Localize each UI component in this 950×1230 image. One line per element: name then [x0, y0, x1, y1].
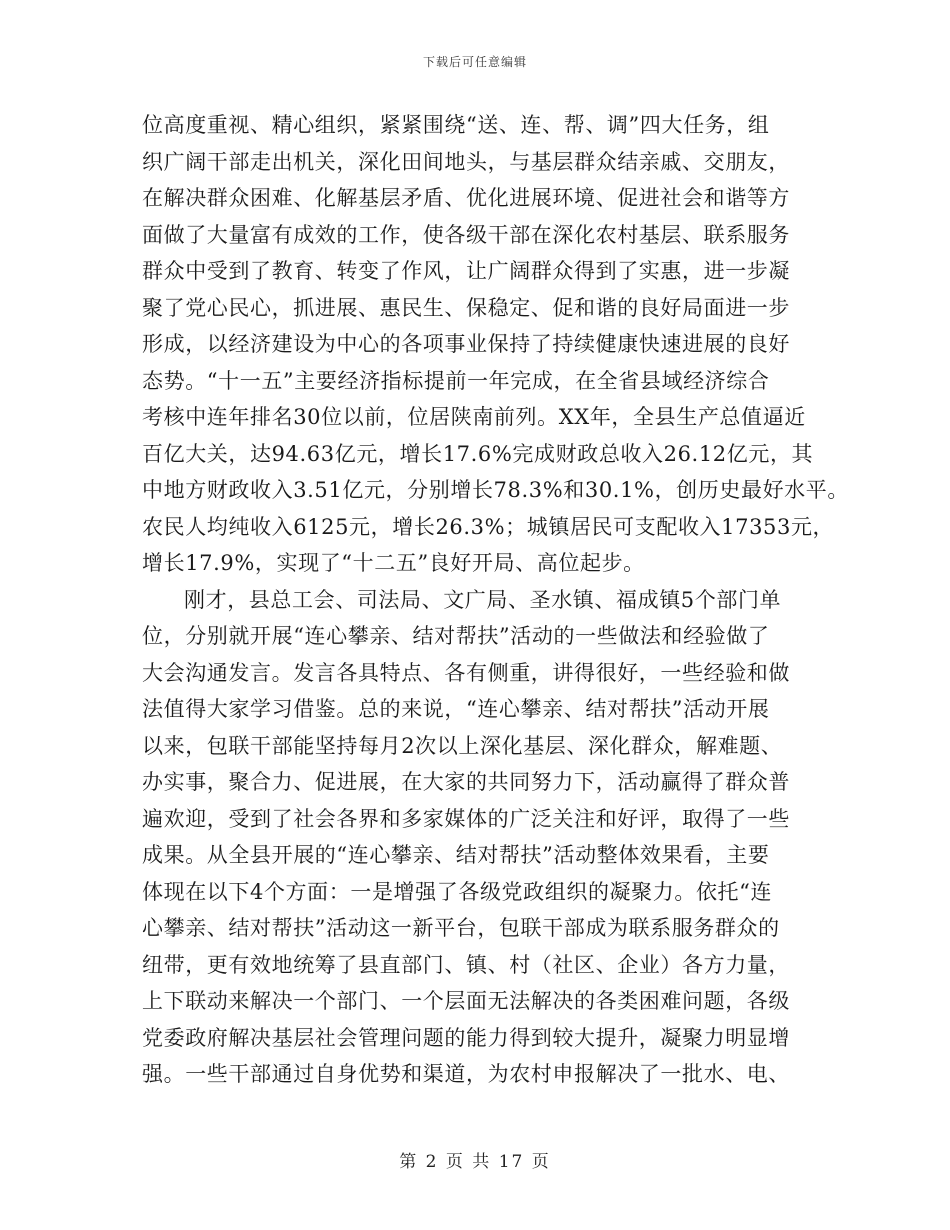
- text-line: 织广阔干部走出机关，深化田间地头，与基层群众结亲戚、交朋友，: [142, 149, 790, 174]
- text-line: 上下联动来解决一个部门、一个层面无法解决的各类困难问题，各级: [142, 989, 790, 1013]
- text-line: 中地方财政收入3.51亿元，分别增长78.3%和30.1%，创历史最好水平。: [142, 478, 849, 502]
- text-line: 面做了大量富有成效的工作，使各级干部在深化农村基层、联系服务: [142, 222, 790, 247]
- text-line: 位高度重视、精心组织，紧紧围绕“送、连、帮、调”四大任务，组: [142, 113, 770, 137]
- text-line: 法值得大家学习借鉴。总的来说，“连心攀亲、结对帮扶”活动开展: [142, 697, 770, 721]
- text-line: 形成，以经济建设为中心的各项事业保持了持续健康快速进展的良好: [142, 332, 790, 356]
- text-line: 办实事，聚合力、促进展，在大家的共同努力下，活动赢得了群众普: [142, 770, 790, 794]
- text-line: 心攀亲、结对帮扶”活动这一新平台，包联干部成为联系服务群众的: [142, 916, 780, 940]
- paragraph-first-line: 刚才，县总工会、司法局、文广局、圣水镇、福成镇5个部门单: [184, 587, 782, 612]
- text-line: 在解决群众困难、化解基层矛盾、优化进展环境、促进社会和谐等方: [142, 186, 790, 210]
- page-number-footer: 第 2 页 共 17 页: [399, 1152, 551, 1172]
- text-line: 大会沟通发言。发言各具特点、各有侧重，讲得很好，一些经验和做: [142, 660, 790, 685]
- text-line: 成果。从全县开展的“连心攀亲、结对帮扶”活动整体效果看，主要: [142, 843, 770, 867]
- text-line: 群众中受到了教育、转变了作风，让广阔群众得到了实惠，进一步凝: [142, 259, 790, 283]
- text-line: 遍欢迎，受到了社会各界和多家媒体的广泛关注和好评，取得了一些: [142, 806, 790, 831]
- text-line: 态势。“十一五”主要经济指标提前一年完成，在全省县域经济综合: [142, 368, 770, 393]
- text-line: 以来，包联干部能坚持每月2次以上深化基层、深化群众，解难题、: [142, 733, 783, 758]
- text-line: 考核中连年排名30位以前，位居陕南前列。XX年，全县生产总值逼近: [142, 405, 806, 429]
- text-line: 体现在以下4个方面：一是增强了各级党政组织的凝聚力。依托“连: [142, 879, 773, 904]
- text-line: 百亿大关，达94.63亿元，增长17.6%完成财政总收入26.12亿元，其: [142, 441, 814, 466]
- page-header: 下载后可任意编辑: [422, 55, 527, 69]
- text-line: 聚了党心民心，抓进展、惠民生、保稳定、促和谐的良好局面进一步: [142, 295, 790, 320]
- document-body: [142, 107, 849, 1093]
- text-line: 农民人均纯收入6125元，增长26.3%；城镇居民可支配收入17353元，: [142, 514, 835, 539]
- text-line: 强。一些干部通过自身优势和渠道，为农村申报解决了一批水、电、: [142, 1062, 790, 1086]
- text-line: 党委政府解决基层社会管理问题的能力得到较大提升，凝聚力明显增: [142, 1025, 790, 1050]
- text-line: 位，分别就开展“连心攀亲、结对帮扶”活动的一些做法和经验做了: [142, 624, 770, 648]
- text-line: 增长17.9%，实现了“十二五”良好开局、高位起步。: [142, 551, 645, 575]
- text-line: 纽带，更有效地统筹了县直部门、镇、村（社区、企业）各方力量，: [142, 952, 790, 977]
